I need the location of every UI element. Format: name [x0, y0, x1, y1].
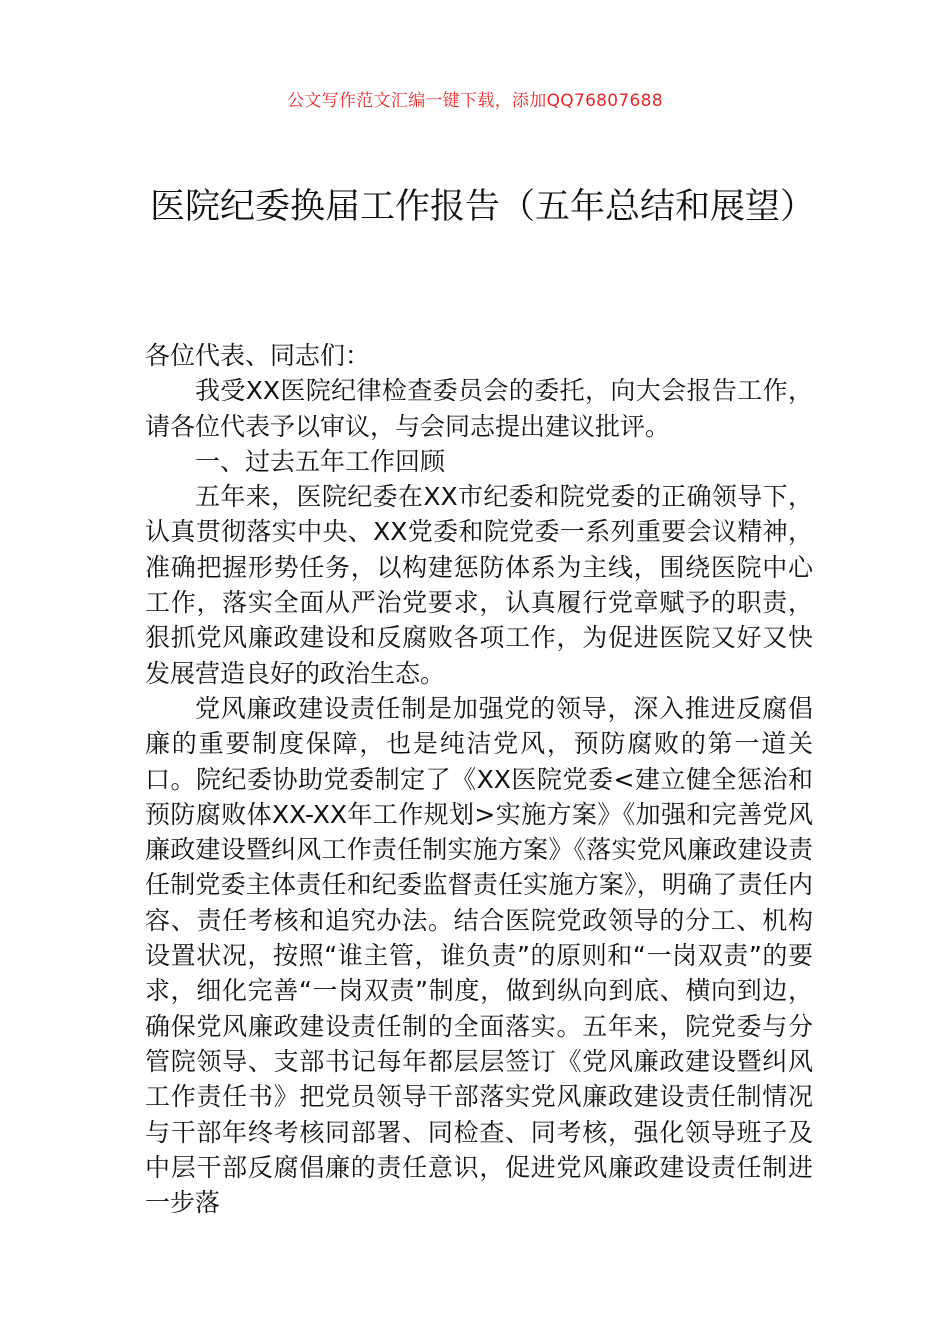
paragraph: 五年来，医院纪委在XX市纪委和院党委的正确领导下，认真贯彻落实中央、XX党委和院党委一系列重要会议精神，准确把握形势任务，以构建惩防体系为主线，围绕医院中心工作，落实全面从严治党要求，认真履行党章赋予的职责，狠抓党风廉政建设和反腐败各项工作，为促进医院又好又快发展营造良好的政治生态。: [145, 482, 813, 688]
section-heading: 一、过去五年工作回顾: [195, 446, 446, 476]
header-promo-note: 公文写作范文汇编一键下载，添加QQ76807688: [287, 91, 663, 111]
paragraph: 我受XX医院纪律检查委员会的委托，向大会报告工作，请各位代表予以审议，与会同志提出建议批评。: [145, 376, 813, 441]
document-body: [145, 338, 813, 1220]
paragraph: 党风廉政建设责任制是加强党的领导，深入推进反腐倡廉的重要制度保障，也是纯洁党风，预防腐败的第一道关口。院纪委协助党委制定了《XX医院党委<建立健全惩治和预防腐败体XX-XX年工作规划>实施方案》《加强和完善党风廉政建设暨纠风工作责任制实施方案》《落实党风廉政建设责任制党委主体责任和纪委监督责任实施方案》，明确了责任内容、责任考核和追究办法。结合医院党政领导的分工、机构设置状况，按照“谁主管，谁负责”的原则和“一岗双责”的要求，细化完善“一岗双责”制度，做到纵向到底、横向到边，确保党风廉政建设责任制的全面落实。五年来，院党委与分管院领导、支部书记每年都层层签订《党风廉政建设暨纠风工作责任书》把党员领导干部落实党风廉政建设责任制情况与干部年终考核同部署、同检查、同考核，强化领导班子及中层干部反腐倡廉的责任意识，促进党风廉政建设责任制进一步落: [145, 693, 813, 1218]
document-title: 医院纪委换届工作报告（五年总结和展望）: [150, 187, 816, 227]
salutation: 各位代表、同志们：: [145, 341, 371, 370]
